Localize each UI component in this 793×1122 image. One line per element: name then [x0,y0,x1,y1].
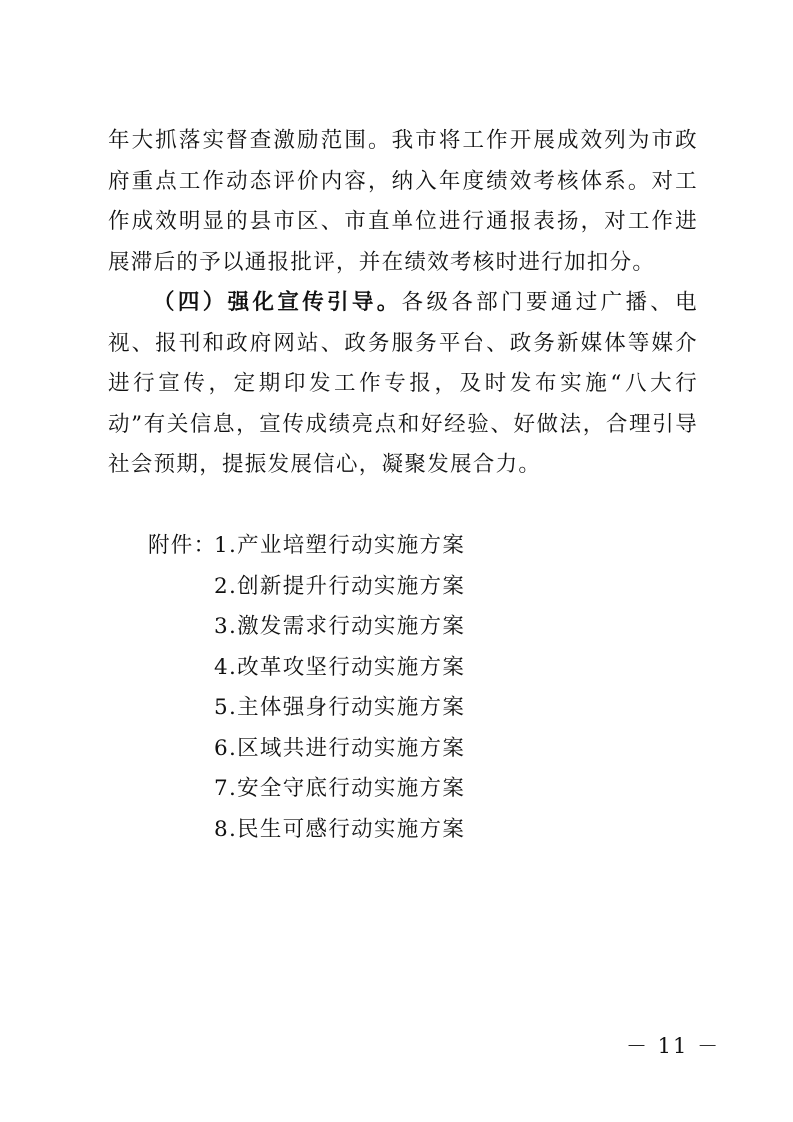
attachment-item: 2.创新提升行动实施方案 [214,573,466,599]
paragraph-2-text: 各级各部门要通过广播、电视、报刊和政府网站、政务服务平台、政务新媒体等媒介进行宣传，定期印发工作专报，及时发布实施“八大行动”有关信息，宣传成绩亮点和好经验、好做法，合理引导社会预期，提振发展信心，凝聚发展合力。 [108,290,698,477]
attachment-row [148,607,465,648]
paragraph-1: 年大抓落实督查激励范围。我市将工作开展成效列为市政府重点工作动态评价内容，纳入年度绩效考核体系。对工作成效明显的县市区、市直单位进行通报表扬，对工作进展滞后的予以通报批评，并在绩效考核时进行加扣分。 [108,128,698,275]
attachment-row [148,567,465,608]
attachments-list [148,526,465,850]
attachment-row [148,810,465,851]
attachment-item: 1.产业培塑行动实施方案 [214,533,466,558]
attachment-row [148,769,465,810]
document-body [108,121,698,486]
paragraph-2 [108,283,698,486]
attachment-row [148,526,465,567]
attachments-label: 附件： [148,533,217,558]
attachment-item: 4.改革攻坚行动实施方案 [214,654,466,680]
attachment-item: 7.安全守底行动实施方案 [214,776,466,801]
page-number: － 11 － [626,1034,721,1058]
attachment-item: 8.民生可感行动实施方案 [214,816,466,842]
attachment-item: 6.区域共进行动实施方案 [214,735,466,761]
attachment-item: 5.主体强身行动实施方案 [214,695,466,720]
attachment-item: 3.激发需求行动实施方案 [214,614,466,639]
attachment-row [148,648,465,689]
section-heading: （四）强化宣传引导。 [153,290,402,315]
attachment-row [148,688,465,729]
attachment-row [148,729,465,770]
